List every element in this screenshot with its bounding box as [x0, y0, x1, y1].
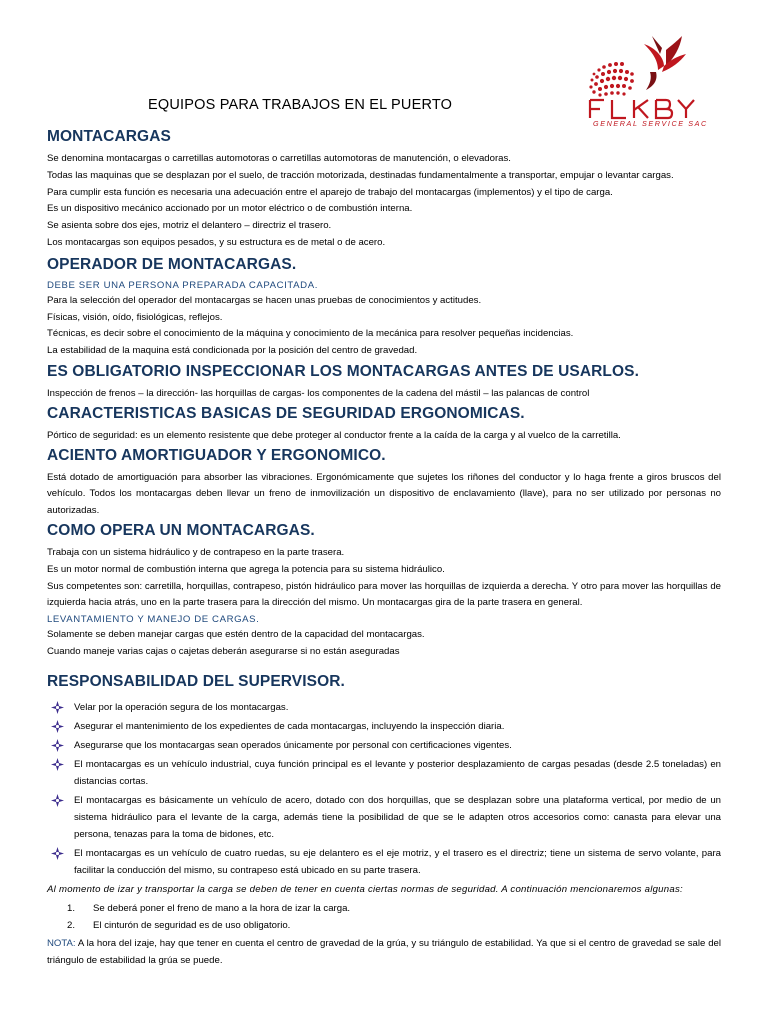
list-item: El montacargas es un vehículo de cuatro ruedas, su eje delantero es el eje motriz, y el trasero es el directriz; tiene un sistema de servo volante, para facilitar la conducción del mismo, su contrapeso está ubicado en su parte trasera. [47, 845, 721, 879]
document-title: EQUIPOS PARA TRABAJOS EN EL PUERTO [148, 97, 453, 113]
paragraph: Físicas, visión, oído, fisiológicas, reflejos. [47, 311, 223, 323]
heading-operador: OPERADOR DE MONTACARGAS. [47, 255, 297, 273]
paragraph: Trabaja con un sistema hidráulico y de contrapeso en la parte trasera. [47, 546, 345, 558]
paragraph: Técnicas, es decir sobre el conocimiento de la máquina y conocimiento de la mecánica para resolver pequeñas incidencias. [47, 328, 574, 340]
supervisor-bullet-list [47, 699, 721, 879]
list-item: El montacargas es un vehículo industrial, cuya función principal es el levante y posterior desplazamiento de cargas pesadas (desde 2.5 toneladas) en distancias cortas. [47, 756, 721, 790]
diamond-bullet-icon [51, 847, 64, 860]
paragraph: Inspección de frenos – la dirección- las horquillas de cargas- los componentes de la cadena del mástil – las palancas de control [47, 387, 590, 399]
paragraph: Sus competentes son: carretilla, horquillas, contrapeso, pistón hidráulico para mover las horquillas de izquierda a derecha. Y otro para mover las horquillas de izquierda hacia atrás, uno en la parte trasera para la dirección del mismo. Un montacargas gira de la parte trasera en general. [47, 580, 721, 609]
diamond-bullet-icon [51, 720, 64, 733]
list-item: Asegurar el mantenimiento de los expedientes de cada montacargas, incluyendo la inspección diaria. [47, 718, 721, 735]
paragraph: Se asienta sobre dos ejes, motriz el delantero – directriz el trasero. [47, 220, 332, 232]
list-item: Asegurarse que los montacargas sean operados únicamente por personal con certificaciones vigentes. [47, 737, 721, 754]
list-item: Velar por la operación segura de los montacargas. [47, 699, 721, 716]
numbered-item: 2. El cinturón de seguridad es de uso obligatorio. [67, 919, 291, 931]
paragraph: Es un dispositivo mecánico accionado por un motor eléctrico o de combustión interna. [47, 203, 413, 215]
document-body [47, 126, 721, 969]
paragraph: Para cumplir esta función es necesaria una adecuación entre el aparejo de trabajo del montacargas (implementos) y el tipo de carga. [47, 186, 613, 198]
paragraph: Se denomina montacargas o carretillas automotoras o carretillas automotoras de manutención, o elevadoras. [47, 153, 511, 164]
paragraph: Los montacargas son equipos pesados, y su estructura es de metal o de acero. [47, 236, 386, 248]
diamond-bullet-icon [51, 701, 64, 714]
heading-como-opera: COMO OPERA UN MONTACARGAS. [47, 521, 315, 539]
numbered-item: 1. Se deberá poner el freno de mano a la hora de izar la carga. [67, 902, 351, 914]
paragraph: Está dotado de amortiguación para absorber las vibraciones. Ergonómicamente que sujetes los riñones del conductor y lo haga frente a giros bruscos del vehículo. Todos los montacargas deben llevar un freno de inmovilización un dispositivo de enclavamiento (llave), para no ser utilizado por personas no autorizadas. [47, 471, 721, 517]
paragraph: Pórtico de seguridad: es un elemento resistente que debe proteger al conductor frente a la caída de la carga y al vuelco de la carretilla. [47, 429, 621, 441]
note-label: NOTA: [47, 937, 76, 949]
heading-inspeccionar: ES OBLIGATORIO INSPECCIONAR LOS MONTACARGAS ANTES DE USARLOS. [47, 362, 639, 380]
subheading-persona-capacitada: DEBE SER UNA PERSONA PREPARADA CAPACITADA. [47, 279, 318, 291]
subheading-levantamiento: LEVANTAMIENTO Y MANEJO DE CARGAS. [47, 614, 260, 626]
diamond-bullet-icon [51, 794, 64, 807]
paragraph: La estabilidad de la maquina está condicionada por la posición del centro de gravedad. [47, 345, 418, 357]
heading-supervisor: RESPONSABILIDAD DEL SUPERVISOR. [47, 672, 345, 690]
note-paragraph: NOTA: A la hora del izaje, hay que tener en cuenta el centro de gravedad de la grúa, y su triángulo de estabilidad. Ya que si el centro de gravedad se sale del triángulo de estabilidad la grúa se puede. [47, 937, 721, 966]
diamond-bullet-icon [51, 758, 64, 771]
diamond-bullet-icon [51, 739, 64, 752]
heading-asiento: ACIENTO AMORTIGUADOR Y ERGONOMICO. [47, 446, 386, 464]
safety-rules-intro: Al momento de izar y transportar la carga se deben de tener en cuenta ciertas normas de seguridad. A continuación mencionaremos algunas: [47, 883, 683, 895]
heading-montacargas: MONTACARGAS [47, 128, 171, 145]
paragraph: Todas las maquinas que se desplazan por el suelo, de tracción motorizada, destinadas fundamentalmente a transportar, empujar o levantar cargas. [47, 169, 674, 181]
svg-text:GENERAL SERVICE SAC: GENERAL SERVICE SAC [593, 119, 708, 128]
company-logo [566, 34, 734, 128]
paragraph: Para la selección del operador del montacargas se hacen unas pruebas de conocimientos y actitudes. [47, 294, 482, 306]
safety-rules-list [47, 900, 721, 934]
paragraph: Cuando maneje varias cajas o cajetas deberán asegurarse si no están aseguradas [47, 645, 400, 657]
heading-caracteristicas: CARACTERISTICAS BASICAS DE SEGURIDAD ERGONOMICAS. [47, 404, 525, 422]
paragraph: Es un motor normal de combustión interna que agrega la potencia para su sistema hidráulico. [47, 563, 445, 575]
paragraph: Solamente se deben manejar cargas que estén dentro de la capacidad del montacargas. [47, 629, 425, 641]
list-item: El montacargas es básicamente un vehículo de acero, dotado con dos horquillas, que se desplazan sobre una plataforma vertical, por medio de un sistema hidráulico para el levante de la carga, además tiene la posibilidad de que se le adapten otros accesorios como: canasta para elevar una persona, tenazas para la toma de bidones, etc. [47, 792, 721, 843]
